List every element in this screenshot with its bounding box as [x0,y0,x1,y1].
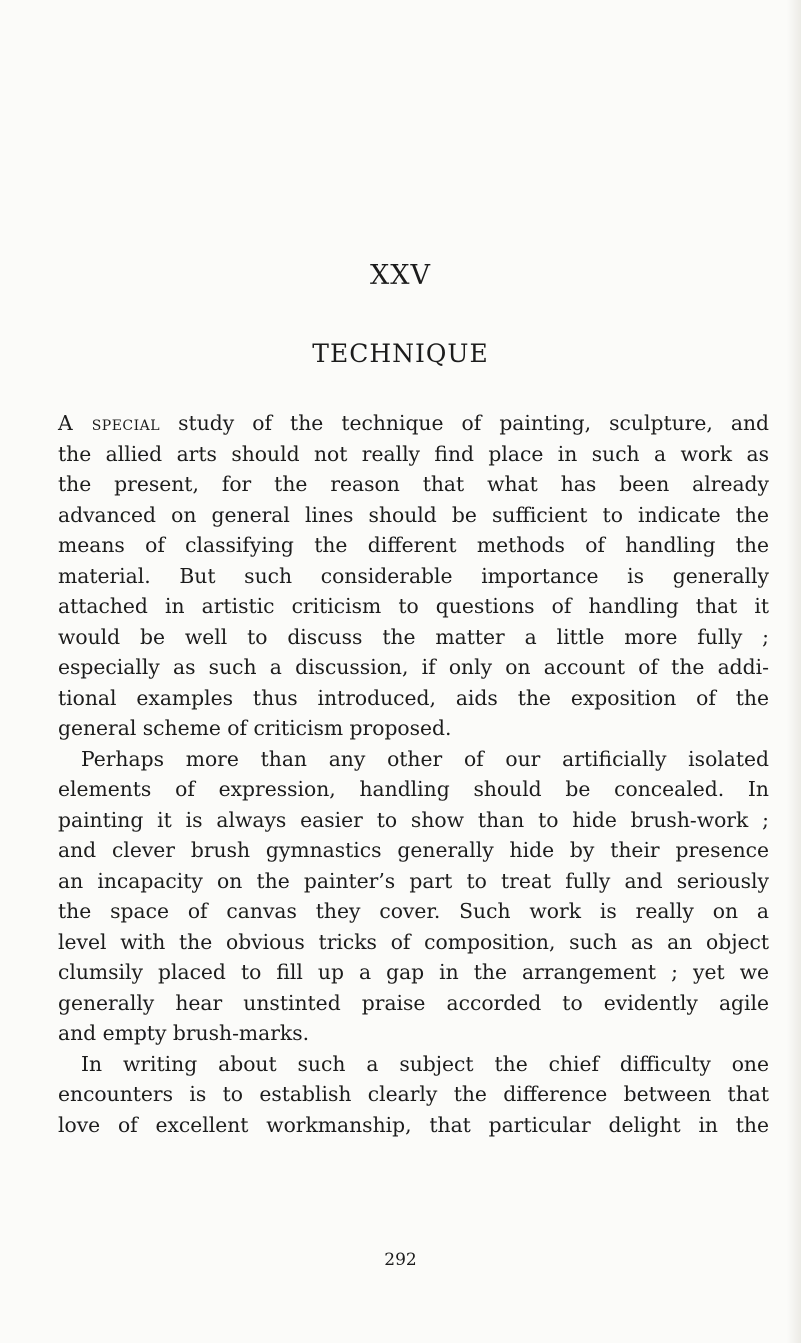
text-line: the present, for the reason that what has been already [58,472,769,496]
text-line: the allied arts should not really find place in such a work as [58,441,769,466]
text-line: general scheme of criticism proposed. [58,716,452,740]
chapter-number: XXV [370,260,431,291]
text-line: the space of canvas they cover. Such work is really on a [58,899,769,923]
text-line: an incapacity on the painter’s part to treat fully and seriously [58,868,769,893]
page-number: 292 [384,1250,417,1270]
text-line: clumsily placed to fill up a gap in the arrangement ; yet we [58,960,769,984]
text-line: level with the obvious tricks of composition, such as an object [58,929,769,954]
paragraph-1 [58,408,769,744]
text-line: tional examples thus introduced, aids the exposition of the [58,685,769,710]
text-line: attached in artistic criticism to questions of handling that it [58,594,769,618]
text-line: material. But such considerable importance is generally [58,563,769,588]
text-line: and empty brush-marks. [58,1021,310,1045]
chapter-title: TECHNIQUE [312,339,489,368]
text-line: Perhaps more than any other of our artificially isolated [81,746,769,771]
paragraph-3 [58,1049,769,1141]
text-line: A special study of the technique of painting, sculpture, and [58,411,769,435]
page-edge-shadow [787,0,801,1343]
opening-smallcaps: A special [58,411,161,435]
text-line: especially as such a discussion, if only on account of the addi- [58,655,769,679]
text-line: advanced on general lines should be sufficient to indicate the [58,502,769,527]
text-line: would be well to discuss the matter a little more fully ; [58,624,769,649]
paragraph-2 [58,744,769,1049]
text-line: and clever brush gymnastics generally hide by their presence [58,838,769,862]
body-text [58,408,769,1140]
text-line: elements of expression, handling should be concealed. In [58,777,769,801]
text-line: encounters is to establish clearly the difference between that [58,1082,769,1106]
text-line: love of excellent workmanship, that particular delight in the [58,1112,769,1137]
text-line: generally hear unstinted praise accorded to evidently agile [58,990,769,1015]
text-line: painting it is always easier to show than to hide brush-work ; [58,807,769,832]
text-line: In writing about such a subject the chief difficulty one [81,1051,769,1076]
text-line: means of classifying the different methods of handling the [58,533,769,557]
